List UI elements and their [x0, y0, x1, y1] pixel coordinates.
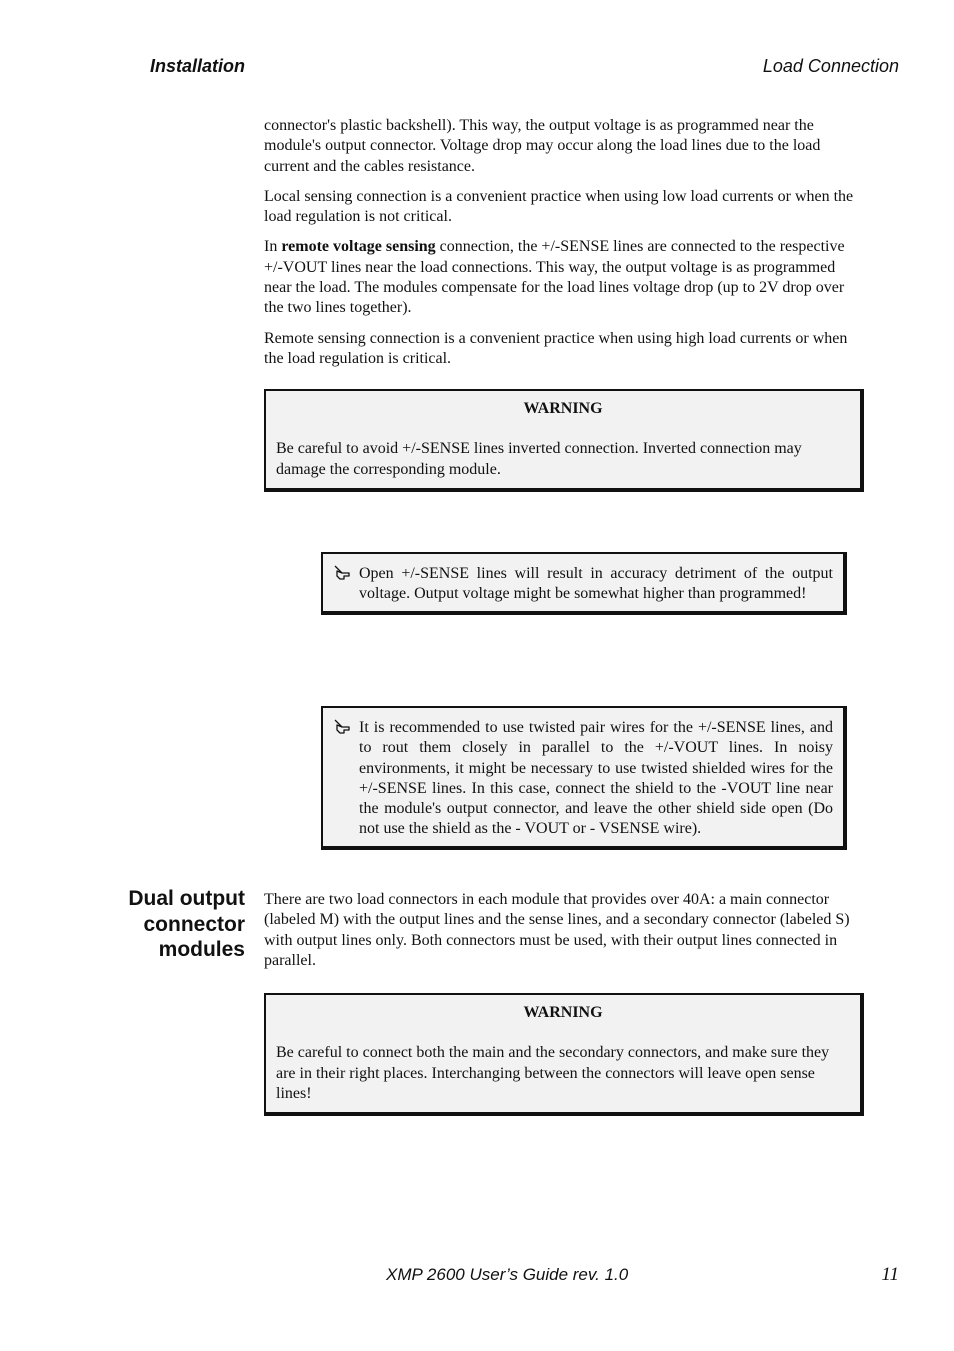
warning-title: WARNING — [523, 1004, 603, 1021]
remote-sensing-paragraph: Remote sensing connection is a convenient practice when using high load currents or when the load regulation is critical. — [264, 329, 848, 367]
intro-paragraph: connector's plastic backshell). This way, the output voltage is as programmed near the module's output connector. Voltage drop may occur along the load lines due to the load current and the cables resistance. — [264, 117, 821, 175]
footer-guide-title: XMP 2600 User’s Guide rev. 1.0 — [386, 1265, 629, 1284]
note-text: Open +/-SENSE lines will result in accuracy detriment of the output voltage. Output voltage might be somewhat higher than programmed! — [359, 565, 833, 603]
note-text: It is recommended to use twisted pair wires for the +/-SENSE lines, and to rout them closely in parallel to the +/-VOUT lines. In noisy environments, it might be necessary to use twisted shielded wires for the +/-SENSE lines. In this case, connect the shield to the -VOUT line near the module's output connector, and leave the other shield side open (Do not use the shield as the - VOUT or - VSENSE wire). — [359, 719, 833, 838]
dual-output-heading: Dual output connector modules — [128, 887, 245, 961]
remote-voltage-term: remote voltage sensing — [281, 238, 436, 256]
header-section-title: Installation — [150, 56, 246, 76]
pointing-hand-icon — [333, 718, 359, 840]
local-sensing-paragraph: Local sensing connection is a convenient practice when using low load currents or when the load regulation is not critical. — [264, 187, 854, 226]
header-topic-title: Load Connection — [762, 56, 899, 76]
remote-voltage-paragraph: In remote voltage sensing connection, the +/-SENSE lines are connected to the respective +/-VOUT lines near the load connections. This way, the output voltage is as programmed near the load. The modules compensate for the load lines voltage drop (up to 2V drop over the two lines together). — [264, 238, 845, 317]
warning-text: Be careful to avoid +/-SENSE lines inverted connection. Inverted connection may damage the corresponding module. — [276, 440, 802, 478]
pointing-hand-icon — [333, 564, 359, 605]
warning-text: Be careful to connect both the main and the secondary connectors, and make sure they are in their right places. Interchanging between the connectors will leave open sense lines! — [276, 1044, 830, 1102]
note-box-twisted-pair — [321, 706, 847, 850]
footer-page-number: 11 — [881, 1264, 899, 1285]
note-box-open-sense — [321, 552, 847, 615]
warning-box-connectors — [264, 993, 864, 1116]
warning-box-inverted-sense — [264, 389, 864, 492]
warning-title: WARNING — [523, 400, 603, 417]
dual-output-paragraph: There are two load connectors in each module that provides over 40A: a main connector (labeled M) with the output lines and the sense lines, and a secondary connector (labeled S) with output lines only. Both connectors must be used, with their output lines connected in parallel. — [264, 891, 850, 969]
dual-output-text-block — [264, 890, 864, 981]
body-text-block — [264, 116, 864, 379]
